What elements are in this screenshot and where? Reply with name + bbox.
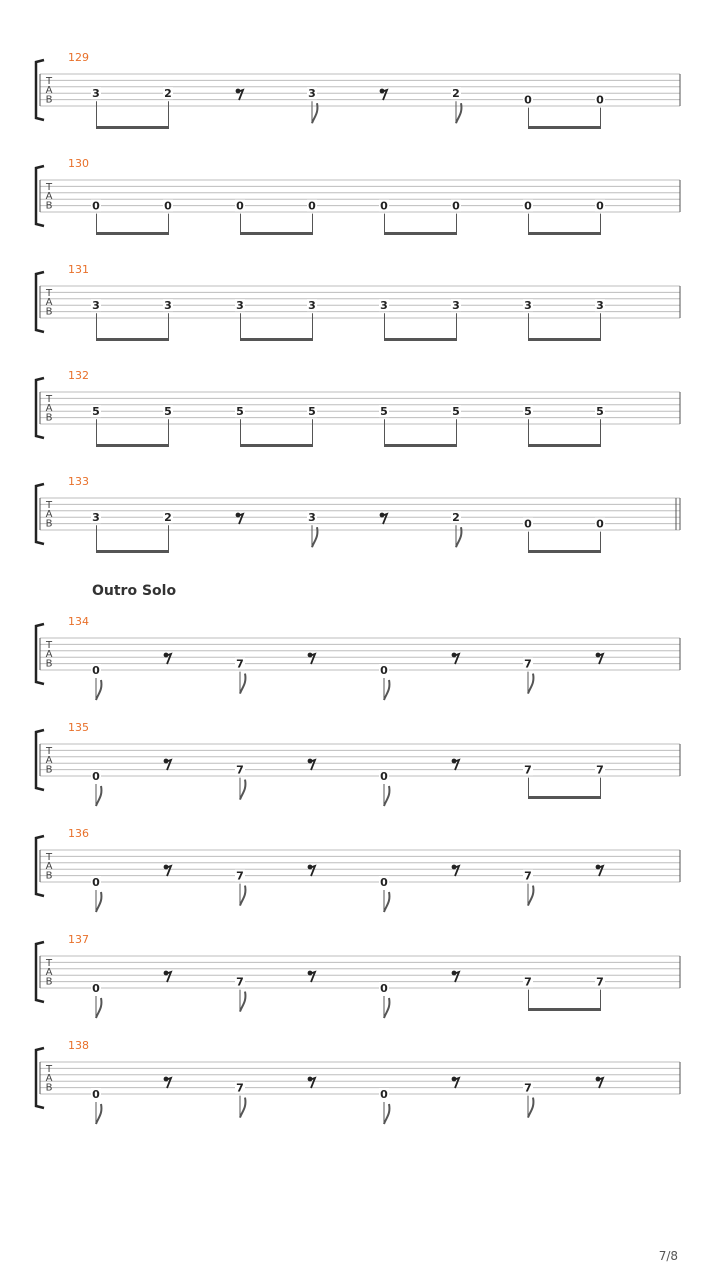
fret-number: 5	[524, 405, 532, 419]
note-flag	[384, 680, 389, 700]
fret-number: 3	[92, 87, 100, 101]
note-beam	[528, 796, 601, 799]
fret-number: 3	[380, 299, 388, 313]
tab-clef-letter: B	[45, 658, 53, 670]
note-flag	[528, 1098, 533, 1118]
fret-number: 5	[452, 405, 460, 419]
tab-clef-letter: T	[45, 394, 53, 405]
tab-staff-133	[36, 475, 680, 553]
eighth-rest-icon	[237, 90, 243, 100]
fret-number: 7	[524, 975, 532, 989]
fret-number: 3	[236, 299, 244, 313]
note-beam	[528, 444, 601, 447]
tab-clef-letter: A	[45, 297, 53, 309]
note-beam	[528, 232, 601, 235]
fret-number: 3	[308, 87, 316, 101]
note-flag	[528, 886, 533, 906]
eighth-rest-icon	[453, 866, 459, 876]
note-beam	[96, 338, 169, 341]
note-flag	[240, 1098, 245, 1118]
fret-number: 0	[308, 199, 316, 213]
note-flag	[96, 680, 101, 700]
note-flag	[96, 998, 101, 1018]
fret-number: 7	[236, 1081, 244, 1095]
eighth-rest-icon	[309, 866, 315, 876]
fret-number: 5	[92, 405, 100, 419]
note-beam	[528, 126, 601, 129]
eighth-rest-icon	[309, 760, 315, 770]
measure-number: 134	[68, 615, 89, 628]
tab-clef-letter: T	[45, 746, 53, 757]
fret-number: 0	[596, 199, 604, 213]
eighth-rest-icon	[165, 1078, 171, 1088]
note-flag	[240, 992, 245, 1012]
tab-staff-138	[36, 1039, 680, 1124]
tab-clef-letter: B	[45, 870, 53, 882]
measure-number: 135	[68, 721, 89, 734]
fret-number: 5	[380, 405, 388, 419]
fret-number: 0	[380, 664, 388, 677]
fret-number: 5	[596, 405, 604, 419]
tab-staff-131	[36, 263, 680, 341]
fret-number: 7	[236, 763, 244, 777]
fret-number: 3	[524, 299, 532, 313]
note-beam	[96, 444, 169, 447]
tab-staff-134	[36, 615, 680, 700]
fret-number: 7	[524, 657, 532, 671]
fret-number: 7	[596, 975, 604, 989]
fret-number: 5	[308, 405, 316, 419]
tab-clef-letter: B	[45, 976, 53, 988]
eighth-rest-icon	[165, 654, 171, 664]
fret-number: 2	[452, 87, 460, 101]
note-flag	[384, 1104, 389, 1124]
note-beam	[528, 1008, 601, 1011]
eighth-rest-icon	[381, 514, 387, 524]
note-flag	[384, 892, 389, 912]
note-flag	[96, 786, 101, 806]
tab-staff-130	[36, 157, 680, 235]
note-beam	[96, 232, 169, 235]
tab-clef-letter: T	[45, 852, 53, 863]
fret-number: 0	[596, 93, 604, 107]
fret-number: 7	[596, 763, 604, 777]
measure-number: 130	[68, 157, 89, 170]
note-flag	[240, 780, 245, 800]
fret-number: 0	[596, 517, 604, 531]
fret-number: 0	[452, 199, 460, 213]
note-beam	[528, 338, 601, 341]
tab-clef-letter: T	[45, 958, 53, 969]
fret-number: 0	[380, 770, 388, 783]
fret-number: 0	[164, 199, 172, 213]
fret-number: 0	[380, 876, 388, 889]
note-beam	[528, 550, 601, 553]
note-beam	[384, 338, 457, 341]
eighth-rest-icon	[237, 514, 243, 524]
tab-staff-136	[36, 827, 680, 912]
tab-clef-letter: A	[45, 509, 53, 521]
tab-clef-letter: B	[45, 764, 53, 776]
fret-number: 2	[164, 87, 172, 101]
fret-number: 0	[92, 982, 100, 995]
tab-clef-letter: B	[45, 412, 53, 424]
eighth-rest-icon	[597, 1078, 603, 1088]
eighth-rest-icon	[165, 972, 171, 982]
tab-clef-letter: B	[45, 200, 53, 212]
eighth-rest-icon	[309, 654, 315, 664]
measure-number: 129	[68, 51, 89, 64]
note-flag	[384, 998, 389, 1018]
fret-number: 3	[308, 299, 316, 313]
tab-clef-letter: A	[45, 649, 53, 661]
fret-number: 7	[236, 975, 244, 989]
tab-clef-letter: A	[45, 755, 53, 767]
measure-number: 133	[68, 475, 89, 488]
fret-number: 7	[524, 869, 532, 883]
fret-number: 0	[524, 517, 532, 531]
measure-number: 132	[68, 369, 89, 382]
tab-clef-letter: B	[45, 94, 53, 106]
fret-number: 0	[92, 199, 100, 213]
eighth-rest-icon	[309, 1078, 315, 1088]
eighth-rest-icon	[453, 1078, 459, 1088]
fret-number: 3	[308, 511, 316, 525]
eighth-rest-icon	[597, 866, 603, 876]
fret-number: 0	[524, 93, 532, 107]
tab-clef-letter: A	[45, 967, 53, 979]
tab-clef-letter: B	[45, 518, 53, 530]
eighth-rest-icon	[597, 654, 603, 664]
tab-clef-letter: A	[45, 1073, 53, 1085]
tab-clef-letter: B	[45, 306, 53, 318]
fret-number: 5	[164, 405, 172, 419]
fret-number: 3	[92, 511, 100, 525]
note-beam	[240, 444, 313, 447]
tab-clef-letter: A	[45, 85, 53, 97]
tab-clef-letter: B	[45, 1082, 53, 1094]
section-label-outro-solo: Outro Solo	[92, 583, 177, 599]
tab-clef-letter: A	[45, 403, 53, 415]
fret-number: 2	[164, 511, 172, 525]
tab-clef-letter: T	[45, 76, 53, 87]
note-beam	[96, 550, 169, 553]
fret-number: 0	[380, 982, 388, 995]
tab-clef-letter: T	[45, 640, 53, 651]
fret-number: 3	[596, 299, 604, 313]
measure-number: 137	[68, 933, 89, 946]
tab-clef-letter: T	[45, 288, 53, 299]
tab-clef-letter: A	[45, 191, 53, 203]
tab-clef-letter: T	[45, 1064, 53, 1075]
tab-staff-137	[36, 933, 680, 1018]
note-beam	[240, 232, 313, 235]
note-flag	[96, 892, 101, 912]
fret-number: 0	[92, 1088, 100, 1101]
fret-number: 7	[524, 763, 532, 777]
fret-number: 7	[236, 869, 244, 883]
fret-number: 0	[92, 770, 100, 783]
eighth-rest-icon	[381, 90, 387, 100]
measure-number: 138	[68, 1039, 89, 1052]
tab-staff-135	[36, 721, 680, 806]
fret-number: 3	[164, 299, 172, 313]
fret-number: 7	[524, 1081, 532, 1095]
tab-staff-129	[36, 51, 680, 129]
eighth-rest-icon	[453, 972, 459, 982]
measure-number: 131	[68, 263, 89, 276]
note-beam	[384, 232, 457, 235]
eighth-rest-icon	[453, 760, 459, 770]
measure-number: 136	[68, 827, 89, 840]
tab-clef-letter: T	[45, 500, 53, 511]
eighth-rest-icon	[165, 866, 171, 876]
note-beam	[96, 126, 169, 129]
fret-number: 7	[236, 657, 244, 671]
fret-number: 0	[236, 199, 244, 213]
fret-number: 0	[380, 199, 388, 213]
tab-clef-letter: A	[45, 861, 53, 873]
fret-number: 3	[452, 299, 460, 313]
tab-staff-132	[36, 369, 680, 447]
tab-clef-letter: T	[45, 182, 53, 193]
note-flag	[384, 786, 389, 806]
fret-number: 5	[236, 405, 244, 419]
eighth-rest-icon	[309, 972, 315, 982]
fret-number: 3	[92, 299, 100, 313]
eighth-rest-icon	[453, 654, 459, 664]
note-flag	[240, 674, 245, 694]
note-flag	[528, 674, 533, 694]
fret-number: 0	[380, 1088, 388, 1101]
eighth-rest-icon	[165, 760, 171, 770]
note-beam	[240, 338, 313, 341]
page-number: 7/8	[658, 1249, 678, 1263]
note-flag	[96, 1104, 101, 1124]
fret-number: 2	[452, 511, 460, 525]
note-beam	[384, 444, 457, 447]
note-flag	[240, 886, 245, 906]
fret-number: 0	[92, 876, 100, 889]
fret-number: 0	[524, 199, 532, 213]
fret-number: 0	[92, 664, 100, 677]
